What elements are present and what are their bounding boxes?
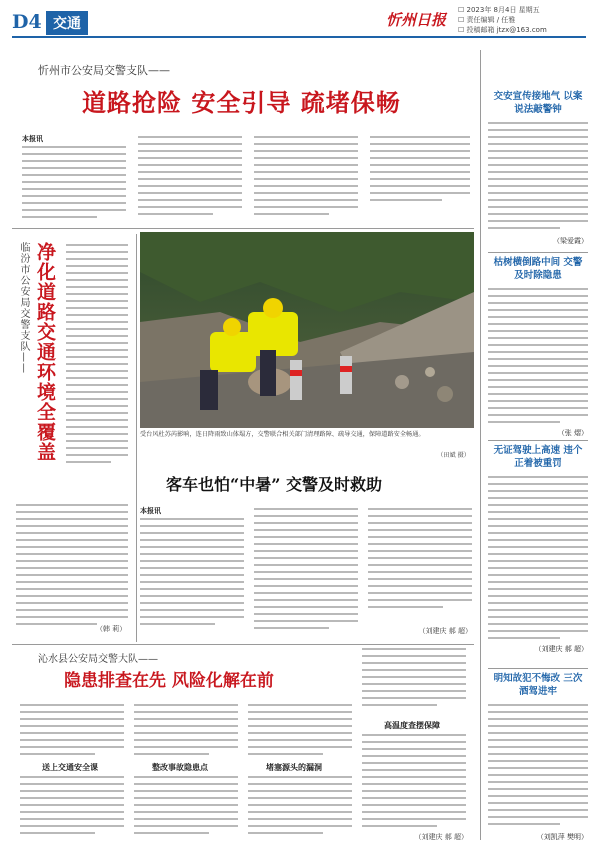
story3-subhead-2: 整改事故隐患点 [152,762,208,772]
story3-kicker: 沁水县公安局交警大队—— [38,654,158,665]
photo-caption [140,430,474,460]
story3-top-rule [12,644,474,645]
side-headline: 净化道路交通环境全覆盖 [34,242,56,462]
lead-kicker: 忻州市公安局交警支队—— [38,64,170,77]
brief-3 [484,444,592,653]
masthead-rule [12,36,586,38]
story3-subhead-3: 堵塞源头的漏洞 [266,762,322,772]
story3-col-1b [20,776,124,839]
side-text-bottom [16,504,128,630]
lead-text-col-3 [254,136,358,220]
right-column [484,50,592,846]
brief-rule-1 [488,252,588,253]
story-3 [12,648,474,844]
story3-end: （刘建庆 郝 超） [414,833,468,841]
lead-text-col-4 [370,136,470,206]
brief-1-title: 交安宣传接地气 以案说法敲警钟 [493,91,583,115]
brief-2-text [488,288,588,428]
side-kicker: 临汾市公安局交警支队—— [18,242,29,374]
lead-bottom-rule [12,228,474,229]
brief-4-end: （刘凯萍 樊明） [536,833,588,841]
story3-subhead-1: 送上交通安全课 [42,762,98,772]
story-2 [140,466,474,642]
page-number: D4 [12,11,42,33]
right-column-rule [480,50,481,840]
story2-col-2 [254,508,358,634]
lead-story [12,58,474,230]
brief-rule-2 [488,440,588,441]
brief-2-end: （张 熠） [557,429,588,437]
brief-3-title: 无证驾驶上高速 违个正着被重罚 [493,445,583,469]
brief-4-text [488,704,588,830]
story3-subhead-4: 高温度查摆保障 [384,720,440,730]
side-rule [136,234,137,642]
story3-headline: 隐患排查在先 风险化解在前 [64,671,274,691]
brief-rule-3 [488,668,588,669]
story2-headline: 客车也怕“中暑” 交警及时救助 [166,475,382,494]
lead-byline: 本报讯 [22,134,43,143]
lead-text-col-1 [22,146,126,223]
brief-4 [484,672,592,841]
story3-col-2a [134,704,238,760]
lead-text-col-2 [138,136,242,220]
story2-col-3 [368,508,472,613]
story2-byline: 本报讯 [140,506,161,515]
story3-col-2b [134,776,238,839]
masthead [0,0,600,46]
story3-col-1a [20,704,124,760]
news-photo [140,232,474,428]
story2-col-1 [140,518,244,630]
lead-headline: 道路抢险 安全引导 疏堵保畅 [82,88,401,117]
story3-col-4b [362,734,466,832]
side-end: （韩 莉） [96,625,127,633]
side-text-top [66,244,128,468]
story3-col-4a [362,648,466,711]
brief-2 [484,256,592,437]
photo-caption-text: 受台风杜苏芮影响，连日降雨致山体塌方，交警联合相关部门清理路障、疏导交通，保障道路安全畅通。 [140,431,425,438]
edition-date: ☐ 2023年 8月4日 星期五 [458,6,540,14]
section-badge: 交通 [46,11,88,35]
brief-2-title: 枯树横倒路中间 交警及时除隐患 [493,257,583,281]
photo-credit: （田斌 摄） [437,452,470,459]
brief-1-end: （梁爱霞） [553,237,588,245]
story3-col-3a [248,704,352,760]
side-story [12,234,134,640]
brief-3-text [488,476,588,644]
newspaper-brand: 忻州日报 [386,11,447,29]
story2-end: （刘建庆 郝 超） [418,627,472,635]
story3-col-3b [248,776,352,839]
email-line: ☐ 投稿邮箱 jtzx@163.com [458,26,547,34]
brief-1-text [488,122,588,234]
editor-line: ☐ 责任编辑 / 任雅 [458,16,516,24]
brief-4-title: 明知故犯不悔改 三次酒驾进牢 [493,673,583,697]
brief-3-end: （刘建庆 郝 超） [534,645,588,653]
brief-1 [484,90,592,245]
road-rescue-photo [140,232,474,428]
